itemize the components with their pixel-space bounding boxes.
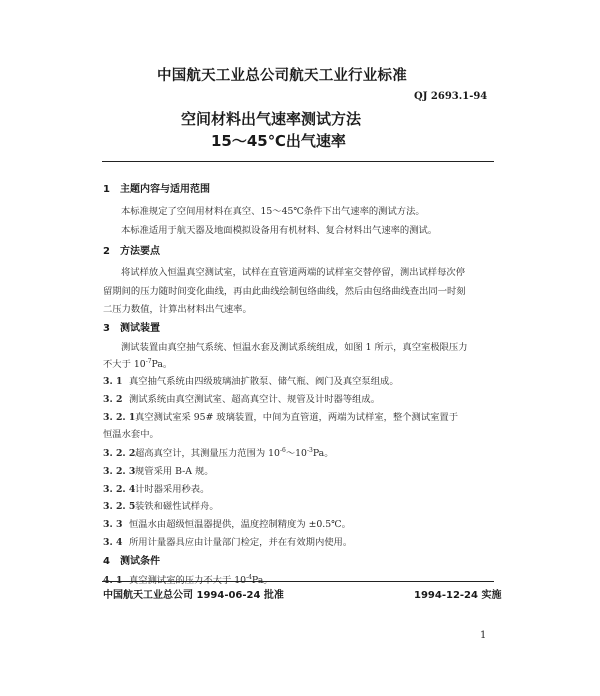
section-number: 2 xyxy=(103,246,110,257)
clause-3-2-1 xyxy=(103,409,458,423)
section-heading-2 xyxy=(103,242,160,257)
clause-text: 规管采用 B-A 规。 xyxy=(135,466,214,477)
header-divider xyxy=(102,161,494,162)
paragraph-line: 二压力数值，计算出材料出气速率。 xyxy=(103,304,252,315)
text: Pa。 xyxy=(312,448,334,459)
section-number: 4 xyxy=(103,556,110,567)
clause-text: 所用计量器具应由计量部门检定，并在有效期内使用。 xyxy=(129,537,353,548)
text: ～10 xyxy=(285,448,307,459)
section-heading-4 xyxy=(103,552,160,567)
text: 超高真空计，其测量压力范围为 10 xyxy=(135,448,280,459)
clause-3-2-4 xyxy=(103,481,209,495)
issuing-organization: 中国航天工业总公司航天工业行业标准 xyxy=(157,68,407,84)
clause-number: 3. 3 xyxy=(103,519,123,530)
section-heading-3 xyxy=(103,319,160,334)
clause-text: 测试系统由真空测试室、超高真空计、规管及计时器等组成。 xyxy=(129,394,381,405)
paragraph-line: 恒温水套中。 xyxy=(103,429,159,440)
footer-divider xyxy=(102,581,494,582)
section-title: 测试装置 xyxy=(120,323,160,334)
clause-text: 计时器采用秒表。 xyxy=(135,484,210,495)
clause-3-3 xyxy=(103,516,351,530)
clause-number: 3. 2. 3 xyxy=(103,466,136,477)
approval-info: 中国航天工业总公司 1994-06-24 批准 xyxy=(103,590,284,601)
clause-3-1 xyxy=(103,373,399,387)
section-number: 3 xyxy=(103,323,110,334)
clause-3-2-3 xyxy=(103,463,214,477)
clause-3-2-2 xyxy=(103,445,334,459)
exponent: -4 xyxy=(246,574,252,581)
paragraph: 本标准规定了空间用材料在真空、15～45℃条件下出气速率的测试方法。 xyxy=(121,206,425,217)
exponent: -6 xyxy=(279,447,286,454)
clause-number: 3. 1 xyxy=(103,376,123,387)
section-heading-1 xyxy=(103,180,210,195)
paragraph-line: 测试装置由真空抽气系统、恒温水套及测试系统组成，如图 1 所示，真空室极限压力 xyxy=(121,342,468,353)
clause-number: 3. 2. 2 xyxy=(103,448,136,459)
paragraph-line xyxy=(103,356,172,370)
text: 不大于 10 xyxy=(103,359,146,370)
clause-text: 真空测试室采 95# 玻璃装置，中间为直管道，两端为试样室，整个测试室置于 xyxy=(135,412,459,423)
exponent: -7 xyxy=(145,358,152,365)
text: Pa。 xyxy=(151,359,173,370)
clause-text: 恒温水由超级恒温器提供，温度控制精度为 ±0.5℃。 xyxy=(129,519,351,530)
section-title: 测试条件 xyxy=(120,556,160,567)
clause-number: 3. 2. 4 xyxy=(103,484,136,495)
clause-number: 3. 4 xyxy=(103,537,123,548)
page-number: 1 xyxy=(480,630,487,641)
text: Pa。 xyxy=(251,575,273,586)
clause-4-1 xyxy=(103,572,273,586)
section-number: 1 xyxy=(103,184,110,195)
clause-text: 装铁和磁性试样舟。 xyxy=(135,501,219,512)
clause-number: 3. 2 xyxy=(103,394,123,405)
text: 真空测试室的压力不大于 10 xyxy=(129,575,247,586)
exponent: -3 xyxy=(306,447,313,454)
clause-3-2 xyxy=(103,391,380,405)
paragraph-line: 留期间的压力随时间变化曲线，再由此曲线绘制包络曲线，然后由包络曲线查出同一时刻 xyxy=(103,286,466,297)
document-subtitle: 15～45℃出气速率 xyxy=(211,132,346,150)
clause-3-2-5 xyxy=(103,498,219,512)
section-title: 方法要点 xyxy=(120,246,160,257)
clause-3-4 xyxy=(103,534,352,548)
paragraph: 本标准适用于航天器及地面模拟设备用有机材料、复合材料出气速率的测试。 xyxy=(121,225,438,236)
clause-text: 真空抽气系统由四级玻璃油扩散泵、储气瓶、阀门及真空泵组成。 xyxy=(129,376,399,387)
clause-number: 3. 2. 1 xyxy=(103,412,136,423)
section-title: 主题内容与适用范围 xyxy=(120,184,210,195)
document-title: 空间材料出气速率测试方法 xyxy=(181,110,362,128)
implementation-date: 1994-12-24 实施 xyxy=(414,590,502,601)
paragraph-line: 将试样放入恒温真空测试室，试样在直管道两端的试样室交替停留，测出试样每次停 xyxy=(121,267,465,278)
clause-number: 4. 1 xyxy=(103,575,123,586)
standard-number: QJ 2693.1-94 xyxy=(414,91,488,102)
clause-number: 3. 2. 5 xyxy=(103,501,136,512)
